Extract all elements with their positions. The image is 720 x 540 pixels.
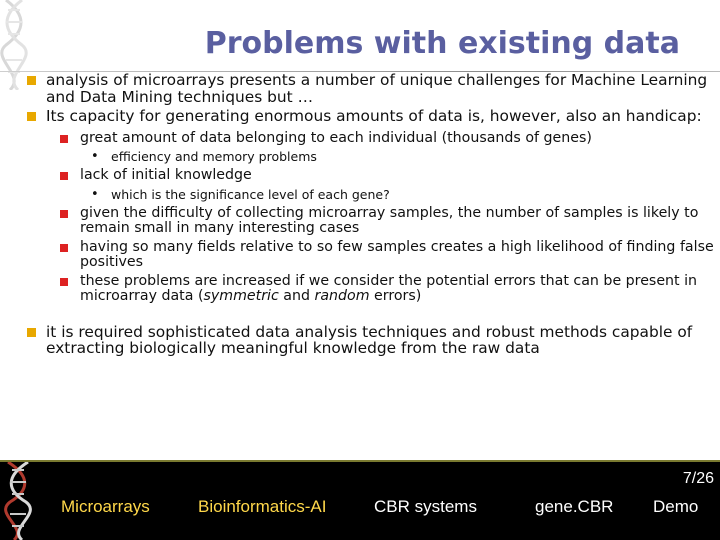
detail-bullet-item	[24, 149, 714, 164]
bullet-item	[24, 324, 714, 357]
bullet-item	[24, 72, 714, 105]
sub-bullet-item	[24, 131, 714, 147]
bullet-item	[24, 108, 714, 125]
emphasis-random: random	[314, 288, 370, 304]
detail-bullet-text: efficiency and memory problems	[111, 149, 317, 164]
spacer	[24, 308, 714, 324]
square-bullet-icon	[27, 112, 36, 121]
square-bullet-icon	[60, 278, 68, 286]
sub-bullet-text: great amount of data belonging to each individual (thousands of genes)	[80, 129, 592, 146]
bullet-text: it is required sophisticated data analysis techniques and robust methods capable of extracting biologically meaningful knowledge from the raw data	[46, 322, 693, 357]
nav-link-microarrays[interactable]: Microarrays	[61, 497, 150, 516]
dna-helix-icon	[2, 462, 42, 540]
square-bullet-icon	[27, 76, 36, 85]
sub-bullet-item	[24, 168, 714, 184]
square-bullet-icon	[60, 210, 68, 218]
square-bullet-icon	[27, 328, 36, 337]
sub-bullet-text-part: these problems are increased if we consider the potential errors that can be present in microarray data (	[80, 272, 698, 304]
slide-content	[24, 72, 714, 360]
sub-bullet-item	[24, 240, 714, 271]
bullet-text: analysis of microarrays presents a number of unique challenges for Machine Learning and Data Mining techniques but …	[46, 71, 708, 106]
emphasis-symmetric: symmetric	[203, 288, 279, 304]
footer-bar	[0, 460, 720, 540]
sub-bullet-text-part: and	[278, 288, 315, 304]
sub-bullet-item	[24, 274, 714, 305]
slide-title: Problems with existing data	[204, 26, 680, 61]
sub-bullet-text-part: errors)	[369, 288, 422, 304]
nav-link-cbr-systems[interactable]: CBR systems	[374, 497, 477, 516]
square-bullet-icon	[60, 244, 68, 252]
detail-bullet-text: which is the significance level of each gene?	[111, 186, 390, 202]
sub-bullet-text: given the difficulty of collecting microarray samples, the number of samples is likely to remain small in many interesting cases	[80, 204, 699, 236]
bullet-text: Its capacity for generating enormous amounts of data is, however, also an handicap:	[46, 107, 702, 125]
sub-bullet-item	[24, 206, 714, 237]
sub-bullet-text: having so many fields relative to so few samples creates a high likelihood of finding false positives	[80, 238, 714, 270]
dot-bullet-icon: •	[91, 186, 99, 202]
dot-bullet-icon: •	[91, 149, 99, 164]
sub-bullet-text: lack of initial knowledge	[80, 167, 252, 183]
page-number: 7/26	[682, 470, 714, 487]
detail-bullet-item	[24, 187, 714, 202]
square-bullet-icon	[60, 135, 68, 143]
square-bullet-icon	[60, 172, 68, 180]
nav-link-bioinformatics-ai[interactable]: Bioinformatics-AI	[198, 497, 327, 516]
nav-link-demo[interactable]: Demo	[653, 497, 699, 516]
nav-link-gene-cbr[interactable]: gene.CBR	[535, 497, 614, 516]
